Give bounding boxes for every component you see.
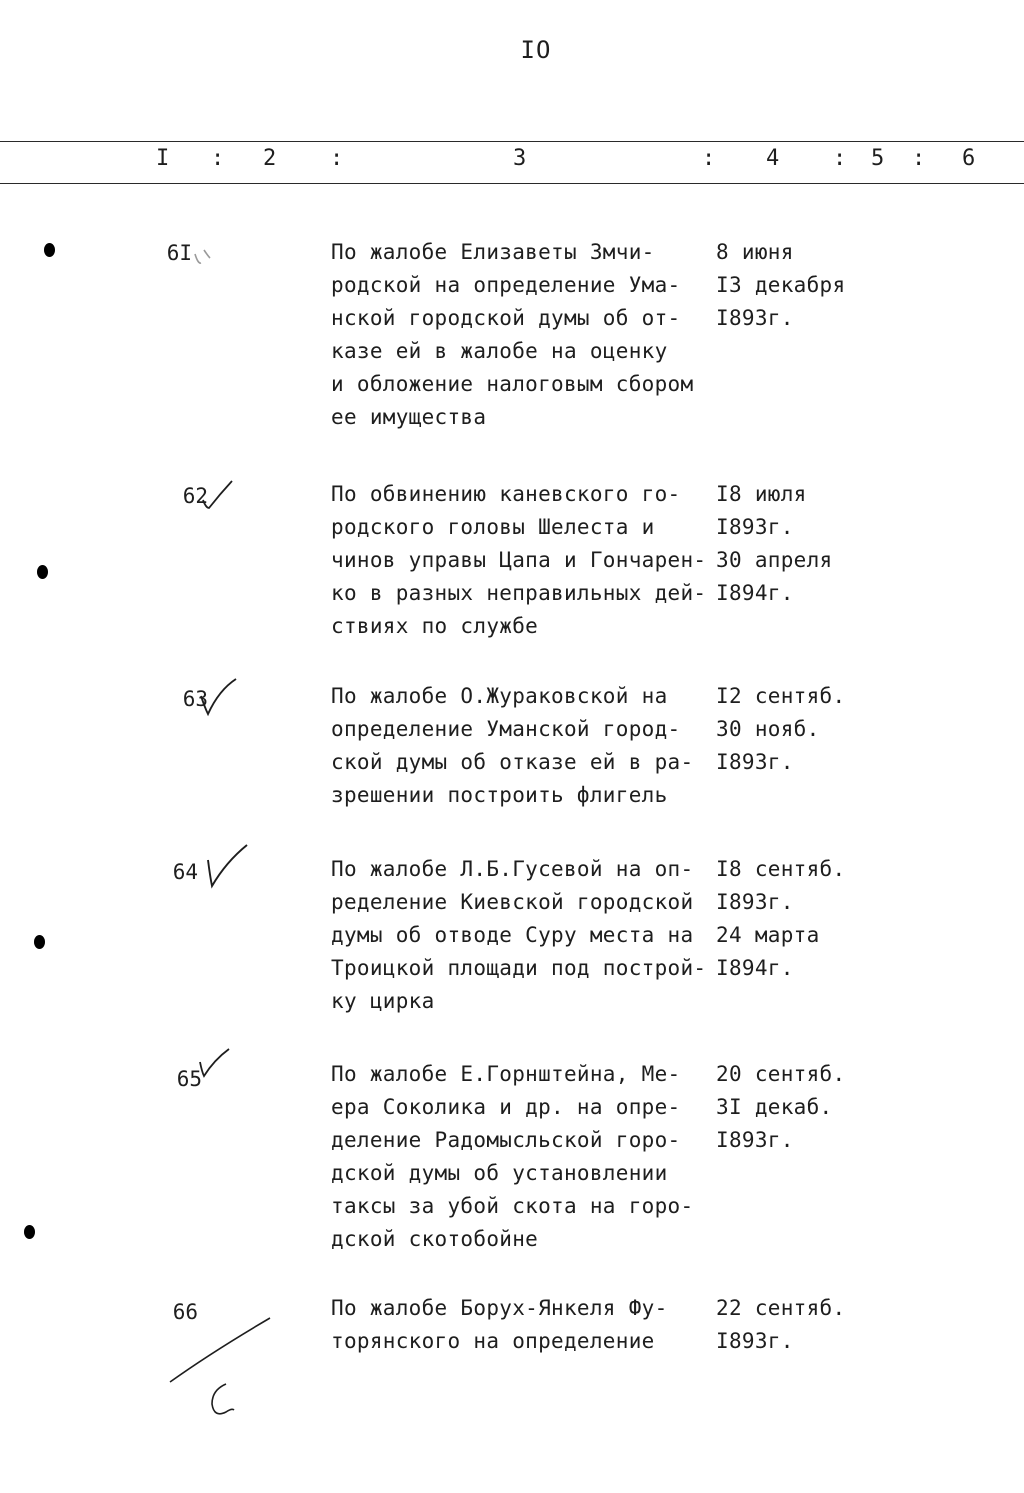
entry-dates xyxy=(716,1292,916,1358)
column-header-2: 2 xyxy=(263,146,277,171)
description-line: ко в разных неправильных дей- xyxy=(331,581,707,605)
description-line: По жалобе Борух-Янкеля Фу- xyxy=(331,1296,668,1320)
description-line: ку цирка xyxy=(331,989,435,1013)
column-separator: : xyxy=(702,146,716,171)
punch-hole xyxy=(44,243,55,257)
description-line: родской на определение Ума- xyxy=(331,273,681,297)
entry-dates xyxy=(716,680,916,779)
description-line: таксы за убой скота на горо- xyxy=(331,1194,694,1218)
date-line: I894г. xyxy=(716,581,794,605)
description-line: деление Радомысльской горо- xyxy=(331,1128,681,1152)
column-separator: : xyxy=(211,146,225,171)
entry-description xyxy=(331,680,721,812)
description-line: зрешении построить флигель xyxy=(331,783,668,807)
entry-dates xyxy=(716,478,916,610)
date-line: I893г. xyxy=(716,750,794,774)
date-line: I893г. xyxy=(716,1329,794,1353)
description-line: ской думы об отказе ей в ра- xyxy=(331,750,694,774)
punch-hole xyxy=(37,565,48,579)
date-line: I2 сентяб. xyxy=(716,684,846,708)
date-line: I893г. xyxy=(716,515,794,539)
description-line: По обвинению каневского го- xyxy=(331,482,681,506)
column-header-1: I xyxy=(156,146,170,171)
entry-number: 66 xyxy=(172,1300,198,1324)
column-header-3: 3 xyxy=(513,146,527,171)
date-line: 20 сентяб. xyxy=(716,1062,846,1086)
date-line: 30 апреля xyxy=(716,548,833,572)
date-line: I893г. xyxy=(716,1128,794,1152)
description-line: нской городской думы об от- xyxy=(331,306,681,330)
date-line: 3I декаб. xyxy=(716,1095,833,1119)
check-mark-icon xyxy=(196,1046,232,1082)
column-separator: : xyxy=(330,146,344,171)
entry-dates xyxy=(716,236,916,335)
column-header-5: 5 xyxy=(871,146,885,171)
date-line: I8 июля xyxy=(716,482,807,506)
punch-hole xyxy=(34,935,45,949)
date-line: 24 марта xyxy=(716,923,820,947)
date-line: I893г. xyxy=(716,890,794,914)
table-header-top-rule xyxy=(0,141,1024,142)
table-header-bottom-rule xyxy=(0,183,1024,184)
check-mark-icon xyxy=(199,676,239,718)
entry-description xyxy=(331,236,721,434)
description-line: ее имущества xyxy=(331,405,487,429)
date-line: I8 сентяб. xyxy=(716,857,846,881)
description-line: определение Уманской город- xyxy=(331,717,681,741)
column-separator: : xyxy=(833,146,847,171)
entry-number: 6I xyxy=(166,241,192,265)
description-line: казе ей в жалобе на оценку xyxy=(331,339,668,363)
date-line: I3 декабря xyxy=(716,273,846,297)
page-number: IO xyxy=(520,36,552,64)
entry-description xyxy=(331,1058,721,1256)
entry-description xyxy=(331,478,721,643)
description-line: дской скотобойне xyxy=(331,1227,539,1251)
check-mark-icon xyxy=(202,842,250,892)
entry-description xyxy=(331,1292,721,1358)
description-line: ера Соколика и др. на опре- xyxy=(331,1095,681,1119)
date-line: 22 сентяб. xyxy=(716,1296,846,1320)
description-line: чинов управы Цапа и Гончарен- xyxy=(331,548,707,572)
check-mark-icon xyxy=(200,478,236,512)
date-line: I894г. xyxy=(716,956,794,980)
description-line: и обложение налоговым сбором xyxy=(331,372,694,396)
description-line: По жалобе Елизаветы Змчи- xyxy=(331,240,655,264)
description-line: торянского на определение xyxy=(331,1329,655,1353)
date-line: I893г. xyxy=(716,306,794,330)
column-separator: : xyxy=(912,146,926,171)
entry-number: 63 xyxy=(182,687,208,711)
description-line: По жалобе Е.Горнштейна, Ме- xyxy=(331,1062,681,1086)
check-mark-icon xyxy=(192,246,214,270)
entry-description xyxy=(331,853,721,1018)
description-line: ствиях по службе xyxy=(331,614,539,638)
entry-number: 62 xyxy=(182,484,208,508)
punch-hole xyxy=(24,1225,35,1239)
description-line: родского головы Шелеста и xyxy=(331,515,655,539)
handwritten-stroke-icon xyxy=(162,1312,282,1424)
column-header-4: 4 xyxy=(766,146,780,171)
entry-dates xyxy=(716,853,916,985)
entry-dates xyxy=(716,1058,916,1157)
description-line: По жалобе О.Жураковской на xyxy=(331,684,668,708)
description-line: ределение Киевской городской xyxy=(331,890,694,914)
date-line: 30 нояб. xyxy=(716,717,820,741)
column-header-6: 6 xyxy=(962,146,976,171)
description-line: Троицкой площади под построй- xyxy=(331,956,707,980)
entry-number: 65 xyxy=(176,1067,202,1091)
description-line: думы об отводе Суру места на xyxy=(331,923,694,947)
entry-number: 64 xyxy=(172,860,198,884)
date-line: 8 июня xyxy=(716,240,794,264)
description-line: дской думы об установлении xyxy=(331,1161,668,1185)
description-line: По жалобе Л.Б.Гусевой на оп- xyxy=(331,857,694,881)
